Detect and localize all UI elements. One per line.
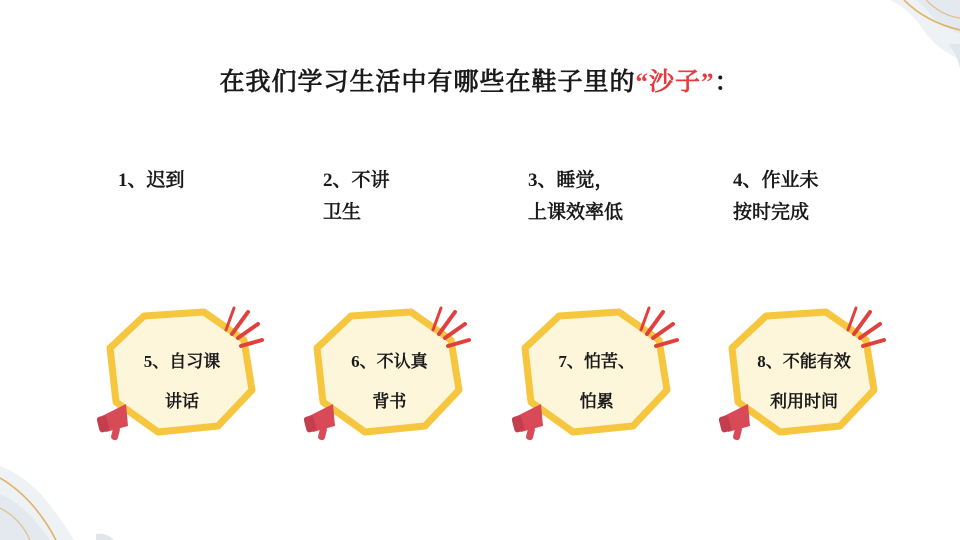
bubble-items-row [92,298,892,453]
bubble-line2: 怕累 [579,392,614,411]
bubble-line2: 利用时间 [769,392,838,411]
list-item [733,165,908,229]
bubble-label [315,342,463,422]
list-item-line2: 按时完成 [733,202,810,223]
list-item-line2: 卫生 [323,202,362,223]
bubble-line2: 讲话 [165,392,199,411]
list-item-line1: 3、睡觉， [528,170,614,191]
title-accent: “沙子” [635,69,715,96]
bubble-line1: 8、不能有效 [757,352,851,371]
bubble-card [92,298,270,453]
list-item [118,165,293,229]
list-item-line1: 2、不讲 [323,170,390,191]
bubble-line2: 背书 [372,392,407,411]
bubble-card [507,298,685,453]
title-prefix: 在我们学习生活中有哪些在鞋子里的 [219,69,636,96]
bubble-line1: 7、怕苦、 [558,352,635,371]
list-item [323,165,498,229]
plain-items-row [118,165,908,229]
bubble-card [299,298,477,453]
bubble-line1: 5、自习课 [143,352,221,371]
title-suffix: ： [714,69,741,96]
list-item-line1: 1、迟到 [118,170,185,191]
bubble-label [730,342,878,422]
bubble-label [108,342,256,422]
bubble-label [523,342,671,422]
bubble-line1: 6、不认真 [351,352,428,371]
list-item-line1: 4、作业未 [733,170,819,191]
page-title [0,62,960,98]
list-item [528,165,703,229]
list-item-line2: 上课效率低 [528,202,624,223]
bubble-card [714,298,892,453]
